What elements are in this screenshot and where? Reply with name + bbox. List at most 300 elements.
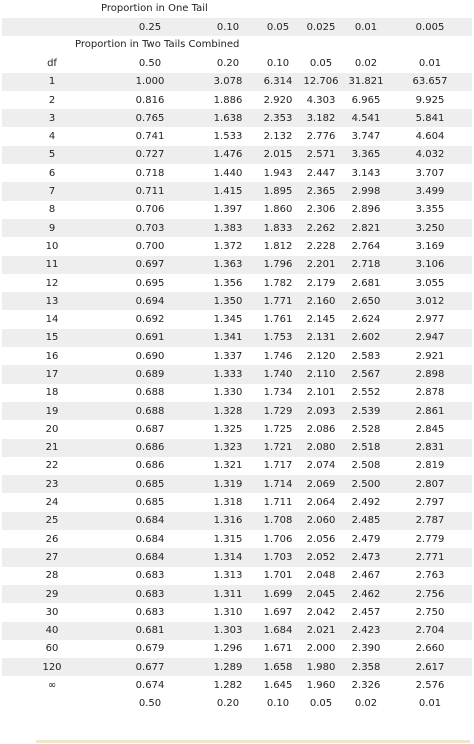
- table-cell: 2.042: [306, 606, 336, 618]
- table-row: [2, 109, 472, 127]
- table-cell: 12: [45, 277, 59, 289]
- table-cell: 0.765: [102, 109, 198, 127]
- table-cell: 6: [48, 167, 56, 179]
- header-cell: 0.01: [418, 57, 442, 69]
- table-cell: 2.353: [258, 109, 298, 127]
- one-tail-cell: 0.25: [102, 18, 198, 36]
- table-row: [2, 493, 472, 511]
- table-cell: 25: [2, 512, 102, 530]
- table-cell: 2.704: [388, 622, 472, 640]
- table-cell: 1.356: [213, 277, 243, 289]
- table-cell: 2.080: [298, 439, 344, 457]
- table-cell: 2.086: [306, 423, 336, 435]
- table-cell: 2.069: [298, 475, 344, 493]
- table-cell: 2.539: [344, 402, 388, 420]
- table-cell: 1.337: [213, 350, 243, 362]
- header-cell: 0.02: [354, 57, 378, 69]
- table-cell: 1.706: [263, 533, 293, 545]
- table-cell: 2.920: [263, 94, 293, 106]
- table-cell: 1.721: [258, 439, 298, 457]
- table-cell: 3.747: [351, 131, 381, 143]
- table-cell: 24: [45, 497, 59, 509]
- table-cell: 1.734: [263, 387, 293, 399]
- table-row: [2, 365, 472, 383]
- table-cell: 2.052: [298, 548, 344, 566]
- table-cell: 2.528: [351, 423, 381, 435]
- table-cell: 2.358: [344, 658, 388, 676]
- table-cell: 16: [45, 350, 59, 362]
- table-cell: 2.763: [415, 570, 445, 582]
- table-cell: 1.345: [213, 314, 243, 326]
- table-cell: 3.499: [388, 182, 472, 200]
- critical-values-body: [2, 54, 472, 713]
- table-cell: 0.685: [102, 475, 198, 493]
- table-cell: 2.101: [306, 387, 336, 399]
- table-cell: 3: [2, 109, 102, 127]
- table-cell: 2.771: [388, 548, 472, 566]
- table-cell: 0.741: [135, 131, 165, 143]
- header-cell: df: [47, 57, 57, 69]
- one-tail-cell: 0.10: [198, 18, 258, 36]
- table-cell: 0.690: [135, 350, 165, 362]
- table-row: [2, 548, 472, 566]
- table-row: [2, 530, 472, 548]
- table-row: [2, 420, 472, 438]
- table-cell: 4.541: [344, 109, 388, 127]
- table-cell: 8: [48, 204, 56, 216]
- table-cell: 2.479: [351, 533, 381, 545]
- table-cell: 15: [2, 329, 102, 347]
- footer-cell: 0.05: [309, 698, 333, 710]
- table-cell: 2.807: [388, 475, 472, 493]
- table-cell: 2: [48, 94, 56, 106]
- table-row: [2, 127, 472, 145]
- table-cell: 0.683: [135, 606, 165, 618]
- table-cell: 4.303: [306, 94, 336, 106]
- table-cell: 2.764: [351, 240, 381, 252]
- table-cell: 0.694: [102, 292, 198, 310]
- table-cell: 9: [2, 219, 102, 237]
- table-cell: 0.695: [135, 277, 165, 289]
- table-row: [2, 201, 472, 219]
- table-cell: 1.333: [198, 365, 258, 383]
- table-cell: 2.390: [351, 643, 381, 655]
- table-cell: 2.132: [263, 131, 293, 143]
- table-cell: 3.250: [388, 219, 472, 237]
- table-cell: 2.624: [351, 314, 381, 326]
- table-row: [2, 347, 472, 365]
- table-cell: 29: [2, 585, 102, 603]
- table-row: [2, 475, 472, 493]
- table-cell: 2.160: [298, 292, 344, 310]
- table-cell: 1.708: [258, 512, 298, 530]
- table-cell: 2.045: [298, 585, 344, 603]
- table-row: [2, 329, 472, 347]
- table-cell: 3.707: [415, 167, 445, 179]
- table-row: [2, 237, 472, 255]
- table-cell: 2.492: [351, 497, 381, 509]
- table-cell: 0.683: [102, 585, 198, 603]
- table-cell: 2.660: [415, 643, 445, 655]
- table-cell: 1.316: [198, 512, 258, 530]
- table-cell: 2.021: [298, 622, 344, 640]
- table-cell: 2.508: [351, 460, 381, 472]
- table-cell: 1.476: [198, 146, 258, 164]
- table-cell: 1.671: [263, 643, 293, 655]
- table-cell: 14: [45, 314, 59, 326]
- table-cell: 11: [2, 256, 102, 274]
- table-row: [2, 164, 472, 182]
- table-cell: 0.691: [102, 329, 198, 347]
- table-cell: 0.688: [135, 387, 165, 399]
- table-cell: 1.729: [258, 402, 298, 420]
- table-row: [2, 585, 472, 603]
- table-cell: 1.796: [258, 256, 298, 274]
- table-row: [2, 73, 472, 91]
- table-cell: 1.318: [213, 497, 243, 509]
- table-cell: 1.771: [258, 292, 298, 310]
- table-cell: 0.711: [102, 182, 198, 200]
- table-cell: 4: [48, 131, 56, 143]
- table-cell: 1.310: [213, 606, 243, 618]
- table-cell: 2.845: [415, 423, 445, 435]
- one-tail-spacer: [2, 18, 102, 36]
- table-row: [2, 603, 472, 621]
- table-cell: 2.015: [258, 146, 298, 164]
- table-cell: 2.060: [298, 512, 344, 530]
- table-cell: 0.706: [135, 204, 165, 216]
- table-cell: 1.415: [198, 182, 258, 200]
- table-cell: 17: [2, 365, 102, 383]
- header-cell: 0.05: [309, 57, 333, 69]
- table-cell: 2.681: [351, 277, 381, 289]
- table-cell: 3.182: [298, 109, 344, 127]
- table-cell: 1.740: [258, 365, 298, 383]
- table-cell: 1.645: [263, 680, 293, 692]
- table-row: [2, 219, 472, 237]
- table-cell: 1.314: [198, 548, 258, 566]
- table-cell: 1.321: [213, 460, 243, 472]
- table-row: [2, 567, 472, 585]
- table-cell: 2.583: [351, 350, 381, 362]
- table-cell: 2.921: [415, 350, 445, 362]
- table-cell: 0.727: [102, 146, 198, 164]
- table-cell: 2.861: [388, 402, 472, 420]
- table-cell: 2.179: [306, 277, 336, 289]
- footer-cell: 0.50: [138, 698, 162, 710]
- table-cell: 2.878: [415, 387, 445, 399]
- table-row: [2, 146, 472, 164]
- table-cell: 0.686: [135, 460, 165, 472]
- one-tail-cell: 0.01: [344, 18, 388, 36]
- table-cell: 9.925: [415, 94, 445, 106]
- one-tail-cell: 0.05: [258, 18, 298, 36]
- header-row: [2, 54, 472, 72]
- table-cell: 2.831: [388, 439, 472, 457]
- table-cell: 2.998: [344, 182, 388, 200]
- table-cell: 2.457: [351, 606, 381, 618]
- table-cell: 10: [45, 240, 59, 252]
- table-cell: 2.571: [298, 146, 344, 164]
- table-cell: 1.711: [263, 497, 293, 509]
- table-cell: 1.440: [213, 167, 243, 179]
- header-cell: 0.10: [266, 57, 290, 69]
- table-cell: 0.816: [135, 94, 165, 106]
- header-cell: 0.50: [138, 57, 162, 69]
- table-cell: 2.500: [344, 475, 388, 493]
- table-cell: 1.701: [263, 570, 293, 582]
- table-cell: 2.262: [298, 219, 344, 237]
- table-cell: 1.363: [198, 256, 258, 274]
- table-cell: 2.473: [344, 548, 388, 566]
- table-cell: 2.201: [298, 256, 344, 274]
- table-cell: 40: [2, 622, 102, 640]
- one-tail-table: [2, 18, 472, 36]
- table-cell: 2.552: [351, 387, 381, 399]
- table-cell: ∞: [47, 680, 57, 692]
- table-cell: 2.326: [351, 680, 381, 692]
- table-cell: 0.700: [135, 240, 165, 252]
- table-cell: 2.131: [298, 329, 344, 347]
- table-cell: 2.447: [306, 167, 336, 179]
- footer-cell: [2, 695, 102, 713]
- table-cell: 2.228: [306, 240, 336, 252]
- table-cell: 1.697: [263, 606, 293, 618]
- table-cell: 1.761: [263, 314, 293, 326]
- table-cell: 1.895: [258, 182, 298, 200]
- table-cell: 2.064: [306, 497, 336, 509]
- table-cell: 2.423: [344, 622, 388, 640]
- table-cell: 3.365: [344, 146, 388, 164]
- table-cell: 2.365: [298, 182, 344, 200]
- table-cell: 2.718: [344, 256, 388, 274]
- table-cell: 1.319: [198, 475, 258, 493]
- table-cell: 2.776: [306, 131, 336, 143]
- table-cell: 0.677: [102, 658, 198, 676]
- table-cell: 0.684: [102, 548, 198, 566]
- table-cell: 6.314: [258, 73, 298, 91]
- table-cell: 1.323: [198, 439, 258, 457]
- table-cell: 2.947: [388, 329, 472, 347]
- table-cell: 1.533: [213, 131, 243, 143]
- table-row: [2, 182, 472, 200]
- table-cell: 1.812: [263, 240, 293, 252]
- table-cell: 1.782: [263, 277, 293, 289]
- table-cell: 2.819: [415, 460, 445, 472]
- two-tails-caption: Proportion in Two Tails Combined: [75, 39, 240, 51]
- table-cell: 2.602: [344, 329, 388, 347]
- table-cell: 1.289: [198, 658, 258, 676]
- table-row: [2, 676, 472, 694]
- table-cell: 0.681: [102, 622, 198, 640]
- table-cell: 4.032: [388, 146, 472, 164]
- table-cell: 1.714: [258, 475, 298, 493]
- table-cell: 2.467: [351, 570, 381, 582]
- table-row: [2, 640, 472, 658]
- table-cell: 1.658: [258, 658, 298, 676]
- table-cell: 2.093: [298, 402, 344, 420]
- table-cell: 1.341: [198, 329, 258, 347]
- table-cell: 2.617: [388, 658, 472, 676]
- table-cell: 3.078: [198, 73, 258, 91]
- table-cell: 2.306: [306, 204, 336, 216]
- table-cell: 22: [45, 460, 59, 472]
- table-cell: 2.797: [415, 497, 445, 509]
- table-cell: 3.106: [388, 256, 472, 274]
- table-cell: 1.328: [198, 402, 258, 420]
- table-cell: 60: [45, 643, 59, 655]
- table-cell: 0.697: [102, 256, 198, 274]
- table-cell: 1.860: [263, 204, 293, 216]
- table-cell: 4.604: [415, 131, 445, 143]
- table-cell: 2.110: [298, 365, 344, 383]
- table-cell: 1.746: [263, 350, 293, 362]
- table-cell: 0.718: [135, 167, 165, 179]
- table-cell: 0.689: [102, 365, 198, 383]
- table-cell: 7: [2, 182, 102, 200]
- table-cell: 2.120: [306, 350, 336, 362]
- table-row: [2, 512, 472, 530]
- table-cell: 6.965: [351, 94, 381, 106]
- table-cell: 1.703: [258, 548, 298, 566]
- table-cell: 2.977: [415, 314, 445, 326]
- table-cell: 3.169: [415, 240, 445, 252]
- table-cell: 0.684: [135, 533, 165, 545]
- table-cell: 20: [45, 423, 59, 435]
- one-tail-caption: Proportion in One Tail: [101, 3, 208, 14]
- table-cell: 2.650: [344, 292, 388, 310]
- footer-cell: 0.02: [354, 698, 378, 710]
- table-cell: 120: [2, 658, 102, 676]
- table-cell: 3.355: [415, 204, 445, 216]
- table-cell: 0.692: [135, 314, 165, 326]
- table-cell: 19: [2, 402, 102, 420]
- table-row: [2, 256, 472, 274]
- table-cell: 5: [2, 146, 102, 164]
- table-cell: 1.383: [198, 219, 258, 237]
- table-cell: 1.717: [263, 460, 293, 472]
- table-cell: 1.753: [258, 329, 298, 347]
- table-cell: 2.567: [344, 365, 388, 383]
- table-cell: 1.638: [198, 109, 258, 127]
- table-row: [2, 402, 472, 420]
- table-row: [2, 658, 472, 676]
- table-cell: 30: [45, 606, 59, 618]
- one-tail-cell: 0.005: [388, 18, 472, 36]
- table-cell: 2.000: [306, 643, 336, 655]
- table-cell: 1.000: [102, 73, 198, 91]
- table-cell: 2.056: [306, 533, 336, 545]
- table-cell: 2.896: [351, 204, 381, 216]
- table-cell: 2.074: [306, 460, 336, 472]
- one-tail-row: [2, 18, 472, 36]
- table-cell: 1.886: [213, 94, 243, 106]
- table-cell: 2.462: [344, 585, 388, 603]
- table-cell: 0.687: [135, 423, 165, 435]
- table-cell: 2.048: [306, 570, 336, 582]
- footer-row: [2, 695, 472, 713]
- table-cell: 5.841: [388, 109, 472, 127]
- table-row: [2, 439, 472, 457]
- table-row: [2, 457, 472, 475]
- table-cell: 1.313: [213, 570, 243, 582]
- table-cell: 63.657: [388, 73, 472, 91]
- table-cell: 1.943: [263, 167, 293, 179]
- table-cell: 2.821: [344, 219, 388, 237]
- table-cell: 0.686: [102, 439, 198, 457]
- table-cell: 21: [2, 439, 102, 457]
- table-cell: 2.787: [388, 512, 472, 530]
- table-row: [2, 622, 472, 640]
- table-cell: 1.282: [213, 680, 243, 692]
- table-row: [2, 91, 472, 109]
- table-cell: 0.703: [102, 219, 198, 237]
- footer-cell: 0.01: [418, 698, 442, 710]
- table-cell: 2.779: [415, 533, 445, 545]
- table-cell: 2.898: [388, 365, 472, 383]
- table-cell: 1.372: [213, 240, 243, 252]
- table-row: [2, 384, 472, 402]
- table-cell: 1.311: [198, 585, 258, 603]
- table-cell: 0.683: [135, 570, 165, 582]
- table-cell: 2.485: [344, 512, 388, 530]
- table-cell: 2.756: [388, 585, 472, 603]
- table-cell: 3.143: [351, 167, 381, 179]
- table-cell: 1.699: [258, 585, 298, 603]
- table-cell: 2.750: [415, 606, 445, 618]
- table-row: [2, 274, 472, 292]
- table-cell: 1.303: [198, 622, 258, 640]
- table-cell: 1: [2, 73, 102, 91]
- table-cell: 0.674: [135, 680, 165, 692]
- table-cell: 1.330: [213, 387, 243, 399]
- table-cell: 13: [2, 292, 102, 310]
- table-cell: 27: [2, 548, 102, 566]
- table-cell: 1.315: [213, 533, 243, 545]
- table-cell: 1.350: [198, 292, 258, 310]
- table-cell: 1.833: [258, 219, 298, 237]
- critical-values-table: [2, 54, 472, 713]
- one-tail-cell: 0.025: [298, 18, 344, 36]
- table-cell: 23: [2, 475, 102, 493]
- table-cell: 0.685: [135, 497, 165, 509]
- table-cell: 26: [45, 533, 59, 545]
- table-cell: 1.725: [263, 423, 293, 435]
- table-cell: 1.397: [213, 204, 243, 216]
- header-cell: 0.20: [216, 57, 240, 69]
- table-cell: 2.145: [306, 314, 336, 326]
- table-cell: 1.980: [298, 658, 344, 676]
- table-cell: 28: [45, 570, 59, 582]
- footer-cell: 0.10: [266, 698, 290, 710]
- footer-cell: 0.20: [216, 698, 240, 710]
- table-cell: 0.679: [135, 643, 165, 655]
- table-cell: 1.684: [258, 622, 298, 640]
- table-cell: 0.688: [102, 402, 198, 420]
- table-cell: 1.960: [306, 680, 336, 692]
- bottom-rule: [36, 740, 470, 743]
- table-row: [2, 310, 472, 328]
- table-cell: 3.055: [415, 277, 445, 289]
- table-cell: 31.821: [344, 73, 388, 91]
- table-cell: 1.325: [213, 423, 243, 435]
- table-cell: 3.012: [388, 292, 472, 310]
- table-cell: 12.706: [298, 73, 344, 91]
- table-row: [2, 292, 472, 310]
- table-cell: 2.518: [344, 439, 388, 457]
- table-cell: 1.296: [213, 643, 243, 655]
- table-cell: 0.684: [102, 512, 198, 530]
